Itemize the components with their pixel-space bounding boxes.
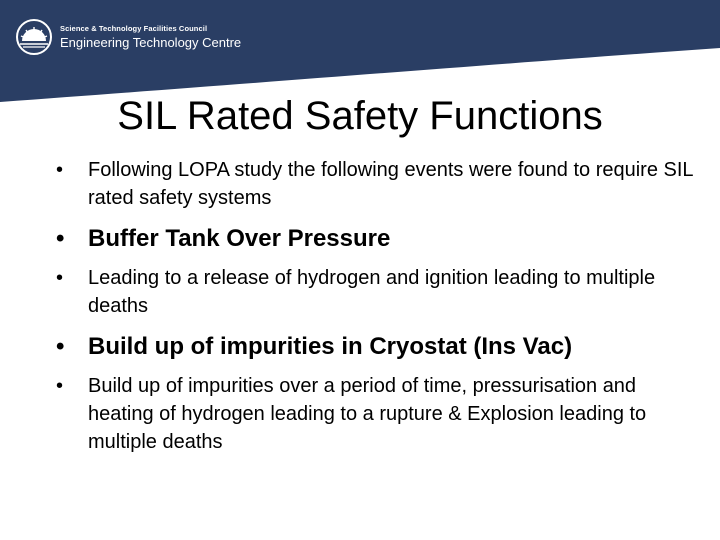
bullet-item	[56, 156, 696, 212]
logo-centre-name: Engineering Technology Centre	[60, 34, 242, 50]
bullet-text: Following LOPA study the following events were found to require SIL rated safety systems	[88, 159, 693, 209]
bullet-dot: •	[56, 333, 65, 360]
bullet-text: Buffer Tank Over Pressure	[88, 225, 391, 252]
bullet-text: Build up of impurities in Cryostat (Ins Vac)	[88, 333, 573, 360]
logo-org-name: Science & Technology Facilities Council	[60, 23, 208, 33]
bullet-item	[56, 264, 696, 320]
bullet-dot: •	[56, 159, 64, 181]
slide-title: SIL Rated Safety Functions	[117, 94, 603, 138]
bullet-list	[56, 156, 696, 468]
stfc-sunburst-icon	[14, 17, 54, 57]
bullet-text: Build up of impurities over a period of time, pressurisation and heating of hydrogen leading to a rupture & Explosion leading to multiple deaths	[88, 375, 647, 453]
bullet-heading	[56, 332, 696, 362]
bullet-heading	[56, 224, 696, 254]
bullet-item	[56, 372, 696, 456]
bullet-dot: •	[56, 267, 64, 289]
bullet-dot: •	[56, 375, 64, 397]
stfc-logo	[14, 14, 241, 60]
bullet-text: Leading to a release of hydrogen and ignition leading to multiple deaths	[88, 267, 656, 317]
bullet-dot: •	[56, 225, 65, 252]
